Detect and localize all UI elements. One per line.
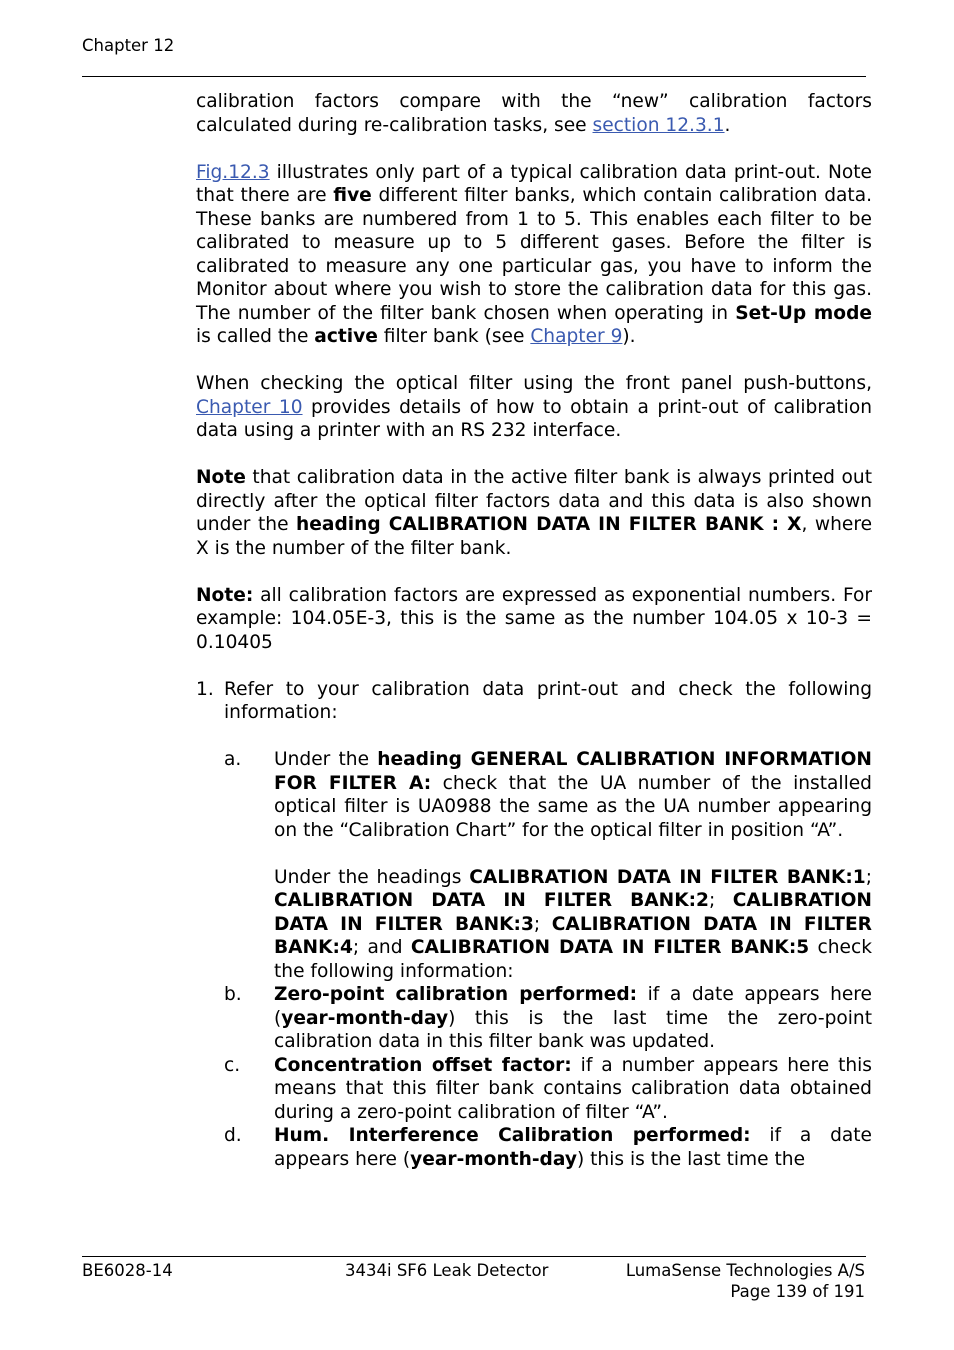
filter-bank-headings-paragraph: Under the headings CALIBRATION DATA IN FILTER BANK:1; CALIBRATION DATA IN FILTER BANK:2; CALIBRATION DATA IN FILTER BANK:3; CALIBRATION DATA IN FILTER BANK:4; and CALIBRATION DATA IN FILTER BANK:5 check the following information:: [274, 866, 872, 982]
header-divider: [82, 76, 866, 77]
paragraph-calibration-factors: calibration factors compare with the “new” calibration factors calculated during re-calibration tasks, see section 12.3.1.: [196, 91, 872, 136]
paragraph-push-buttons: When checking the optical filter using the front panel push-buttons, Chapter 10 provides details of how to obtain a print-out of calibration data using a printer with an RS 232 interface.: [196, 373, 872, 441]
footer-company: LumaSense Technologies A/S: [625, 1261, 865, 1280]
sub-item-b: b. Zero-point calibration performed: if a date appears here (year-month-day) this is the last time the zero-point calibration data in this filter bank was updated.: [224, 984, 872, 1052]
footer-product-name: 3434i SF6 Leak Detector: [345, 1261, 549, 1280]
chapter-9-link[interactable]: Chapter 9: [530, 326, 623, 347]
fig-12-3-link[interactable]: Fig.12.3: [196, 161, 270, 183]
paragraph-exponential-note: Note: all calibration factors are expressed as exponential numbers. For example: 104.05E-3, this is the same as the number 104.05 x 10-3 = 0.10405: [196, 584, 872, 653]
sub-item-label: a.: [224, 749, 242, 770]
sub-item-label: d.: [224, 1125, 242, 1146]
chapter-10-link[interactable]: Chapter 10: [196, 396, 303, 418]
footer-divider: [82, 1256, 866, 1257]
sub-item-label: b.: [224, 984, 242, 1005]
section-12-3-1-link[interactable]: section 12.3.1: [592, 114, 725, 136]
chapter-heading: Chapter 12: [82, 36, 175, 55]
page-content: [196, 90, 872, 1171]
procedure-steps: [196, 678, 872, 725]
footer-page-number: Page 139 of 191: [730, 1282, 865, 1301]
step-1: 1. Refer to your calibration data print-out and check the following information:: [196, 678, 872, 723]
sub-item-d: d. Hum. Interference Calibration performed: if a date appears here (year-month-day) this is the last time the: [224, 1125, 872, 1170]
sub-item-a: a. Under the heading GENERAL CALIBRATION INFORMATION FOR FILTER A: check that the UA number of the installed optical filter is UA0988 the same as the UA number appearing on the “Calibration Chart” for the optical filter in position “A”.: [224, 749, 872, 841]
footer-document-id: BE6028-14: [82, 1261, 173, 1280]
sub-item-c: c. Concentration offset factor: if a number appears here this means that this filter bank contains calibration data obtained during a zero-point calibration of filter “A”.: [224, 1054, 872, 1123]
step-number: 1.: [196, 678, 214, 700]
footer-company-block: [626, 1260, 865, 1302]
paragraph-filter-banks: Fig.12.3 illustrates only part of a typical calibration data print-out. Note that there are five different filter banks, which contain calibration data. These banks are numbered from 1 to 5. This enables each filter to be calibrated to measure up to 5 different gases. Before the filter is calibrated to measure any one particular gas, you have to inform the Monitor about where you wish to store the calibration data for this gas. The number of the filter bank chosen when operating in Set-Up mode is called the active filter bank (see Chapter 9).: [196, 161, 873, 347]
sub-item-label: c.: [224, 1054, 241, 1076]
paragraph-active-filter-note: Note that calibration data in the active filter bank is always printed out directly after the optical filter factors data and this data is also shown under the heading CALIBRATION DATA IN FILTER BANK : X, where X is the number of the filter bank.: [196, 467, 873, 559]
